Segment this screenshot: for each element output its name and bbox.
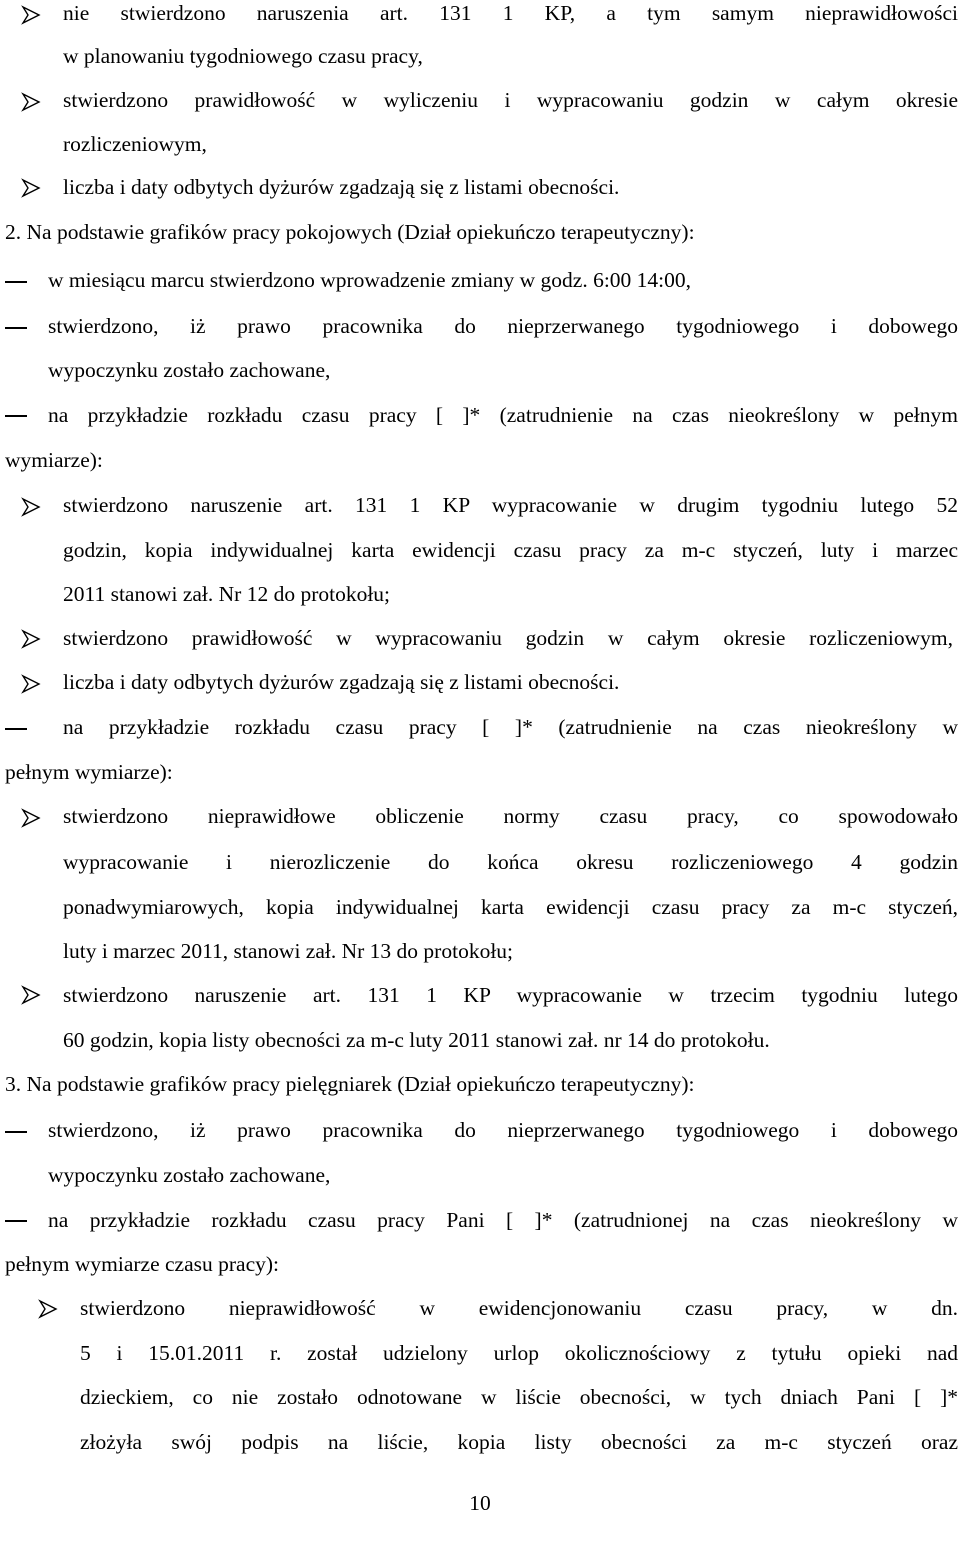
text-line: w planowaniu tygodniowego czasu pracy, (63, 44, 423, 68)
text-line: liczba i daty odbytych dyżurów zgadzają się z listami obecności. (63, 175, 620, 199)
text-line: w miesiącu marcu stwierdzono wprowadzenie zmiany w godz. 6:00 14:00, (48, 268, 692, 292)
text-line: stwierdzono nieprawidłowe obliczenie normy czasu pracy, co spowodowało (63, 804, 958, 828)
text-line: na przykładzie rozkładu czasu pracy [ ]* (zatrudnienie na czas nieokreślony w pełnym (48, 403, 958, 427)
text-line: wypoczynku zostało zachowane, (48, 1163, 331, 1187)
text-line: na przykładzie rozkładu czasu pracy Pani [ ]* (zatrudnionej na czas nieokreślony w (48, 1208, 958, 1232)
text-line: godzin, kopia indywidualnej karta ewidencji czasu pracy za m-c styczeń, luty i marzec (63, 538, 958, 562)
text-line: 5 i 15.01.2011 r. został udzielony urlop okolicznościowy z tytułu opieki nad (80, 1341, 958, 1365)
text-line: stwierdzono naruszenie art. 131 1 KP wypracowanie w drugim tygodniu lutego 52 (63, 493, 958, 517)
chevron-bullet-icon (21, 497, 41, 517)
text-line: luty i marzec 2011, stanowi zał. Nr 13 do protokołu; (63, 939, 514, 963)
text-line: liczba i daty odbytych dyżurów zgadzają się z listami obecności. (63, 670, 620, 694)
text-line: 2. Na podstawie grafików pracy pokojowych (Dział opiekuńczo terapeutyczny): (5, 220, 695, 244)
dash-bullet-icon (5, 415, 27, 417)
chevron-bullet-icon (38, 1299, 58, 1319)
dash-bullet-icon (5, 1220, 27, 1222)
text-line: 60 godzin, kopia listy obecności za m-c luty 2011 stanowi zał. nr 14 do protokołu. (63, 1028, 770, 1052)
chevron-bullet-icon (21, 629, 41, 649)
text-line: wypracowanie i nierozliczenie do końca okresu rozliczeniowego 4 godzin (63, 850, 958, 874)
text-line: dzieckiem, co nie zostało odnotowane w liście obecności, w tych dniach Pani [ ]* (80, 1385, 958, 1409)
text-line: nie stwierdzono naruszenia art. 131 1 KP, a tym samym nieprawidłowości (63, 1, 958, 25)
text-line: na przykładzie rozkładu czasu pracy [ ]* (zatrudnienie na czas nieokreślony w (63, 715, 958, 739)
page-number: 10 (469, 1491, 491, 1515)
text-line: 2011 stanowi zał. Nr 12 do protokołu; (63, 582, 391, 606)
chevron-bullet-icon (21, 674, 41, 694)
text-line: stwierdzono, iż prawo pracownika do nieprzerwanego tygodniowego i dobowego (48, 1118, 958, 1142)
dash-bullet-icon (5, 1131, 27, 1133)
chevron-bullet-icon (21, 92, 41, 112)
text-line: stwierdzono, iż prawo pracownika do nieprzerwanego tygodniowego i dobowego (48, 314, 958, 338)
chevron-bullet-icon (21, 985, 41, 1005)
text-line: pełnym wymiarze czasu pracy): (5, 1252, 279, 1276)
text-line: ponadwymiarowych, kopia indywidualnej karta ewidencji czasu pracy za m-c styczeń, (63, 895, 958, 919)
text-line: złożyła swój podpis na liście, kopia listy obecności za m-c styczeń oraz (80, 1430, 958, 1454)
text-line: 3. Na podstawie grafików pracy pielęgniarek (Dział opiekuńczo terapeutyczny): (5, 1072, 695, 1096)
chevron-bullet-icon (21, 5, 41, 25)
text-line: wymiarze): (5, 448, 103, 472)
text-line: pełnym wymiarze): (5, 760, 173, 784)
chevron-bullet-icon (21, 808, 41, 828)
dash-bullet-icon (5, 327, 27, 329)
text-line: stwierdzono naruszenie art. 131 1 KP wypracowanie w trzecim tygodniu lutego (63, 983, 958, 1007)
text-line: wypoczynku zostało zachowane, (48, 358, 331, 382)
dash-bullet-icon (5, 728, 27, 730)
text-line: stwierdzono prawidłowość w wyliczeniu i wypracowaniu godzin w całym okresie (63, 88, 958, 112)
text-line: stwierdzono prawidłowość w wypracowaniu godzin w całym okresie rozliczeniowym, (63, 626, 953, 650)
text-line: stwierdzono nieprawidłowość w ewidencjonowaniu czasu pracy, w dn. (80, 1296, 958, 1320)
chevron-bullet-icon (21, 178, 41, 198)
dash-bullet-icon (5, 281, 27, 283)
text-line: rozliczeniowym, (63, 132, 207, 156)
